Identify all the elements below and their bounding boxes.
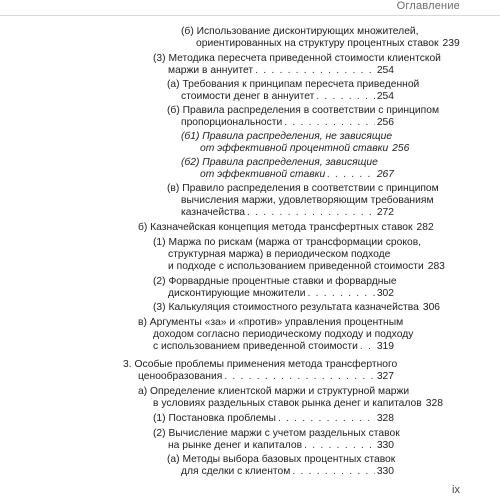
toc-line: (3) Методика пересчета приведенной стоимости клиентской [153, 53, 441, 64]
toc-page-number: 239 [442, 38, 460, 49]
toc-page-number: 256 [392, 143, 410, 154]
toc-line: структурная маржа) в периодическом подходе [168, 249, 391, 260]
toc-entry [181, 91, 394, 103]
toc-line: (б1) Правила распределения, не зависящие [181, 131, 393, 142]
toc-entry-text: (1) Постановка проблемы [153, 413, 276, 424]
toc-line: (б2) Правила распределения, зависящие [181, 157, 378, 168]
toc-entry-text: для сделки с клиентом [181, 466, 291, 477]
toc-leader-dots [255, 65, 375, 77]
toc-entry [196, 38, 460, 50]
toc-entry [153, 398, 443, 410]
toc-page-number: 302 [376, 288, 394, 299]
toc-leader-dots [360, 341, 375, 353]
toc-entry-text: ценообразования [138, 371, 223, 382]
toc-line: (б) Использование дисконтирующих множителей, [181, 26, 419, 37]
toc-page-number: 330 [376, 466, 394, 477]
toc-leader-dots [304, 440, 375, 452]
toc-line: (2) Вычисление маржи с учетом раздельных ставок [153, 428, 400, 439]
toc-leader-dots [316, 91, 375, 103]
toc-entry [181, 207, 394, 219]
toc-leader-dots [278, 413, 375, 425]
toc-line: 3. Особые проблемы применения метода трансфертного [123, 359, 398, 370]
toc-leader-dots [284, 117, 375, 129]
toc-page-number: 319 [376, 341, 394, 352]
toc-entry [138, 371, 394, 383]
toc-entry-text: в условиях раздельных ставок рынка денег и капиталов [153, 398, 422, 409]
toc-entry-text: на рынке денег и капиталов [168, 440, 303, 451]
toc-page-number: 306 [422, 302, 441, 313]
toc-page-number: 272 [376, 207, 394, 218]
toc-line: (2) Форвардные процентные ставки и форвардные [153, 276, 397, 287]
toc-page-number: 330 [376, 440, 394, 451]
toc-leader-dots [292, 466, 374, 478]
toc-page-number: 256 [376, 117, 394, 128]
toc-entry [153, 341, 394, 353]
toc-entry [168, 440, 394, 452]
toc-entry [181, 117, 394, 129]
toc-entry [153, 302, 441, 314]
toc-line: (1) Маржа по рискам (маржа от трансформации сроков, [153, 237, 422, 248]
toc-entry [168, 288, 394, 300]
toc-entry-text: ориентированных на структуру процентных ставок [196, 38, 439, 49]
toc-leader-dots [327, 169, 375, 181]
toc-entry-text: и подходе с использованием приведенной стоимости [168, 261, 424, 272]
toc-entry [200, 169, 394, 181]
toc-entry-text: с использованием приведенной стоимости [153, 341, 358, 352]
toc-line: а) Определение клиентской маржи и структурной маржи [138, 386, 410, 397]
toc-entry [168, 261, 445, 273]
toc-page-number: 327 [376, 371, 394, 382]
toc-entry [138, 222, 434, 234]
toc-page-number: 267 [376, 169, 394, 180]
page-number: ix [452, 484, 460, 496]
toc-line: вычисления маржи, удовлетворяющим требованиям [181, 195, 434, 206]
toc-line: (а) Методы выбора базовых процентных ставок [167, 454, 396, 465]
toc-page-number: 282 [416, 222, 434, 233]
toc-entry-text: (3) Калькуляция стоимостного результата казначейства [153, 302, 419, 313]
toc-line: (а) Требования к принципам пересчета приведенной [167, 79, 420, 90]
running-header-title: Оглавление [396, 0, 460, 12]
toc-entry [153, 413, 394, 425]
toc-line: доходом согласно периодическому подходу и подходу [153, 329, 414, 340]
toc-entry-text: от эффективной процентной ставки [200, 143, 389, 154]
toc-entry-text: б) Казначейская концепция метода трансфертных ставок [138, 222, 413, 233]
toc-page-number: 328 [376, 413, 394, 424]
toc-leader-dots [224, 371, 375, 383]
toc-entry [168, 65, 394, 77]
toc-line: в) Аргументы «за» и «против» управления процентным [138, 317, 404, 328]
toc-entry [181, 466, 394, 478]
toc-page-number: 254 [376, 65, 394, 76]
toc-page-number: 328 [425, 398, 443, 409]
toc-page-number: 283 [427, 261, 445, 272]
toc-entry-text: от эффективной ставки [200, 169, 326, 180]
toc-entry-text: казначейства [181, 207, 246, 218]
toc-entry-text: маржи в аннуитет [168, 65, 254, 76]
toc-entry-text: дисконтирующие множители [168, 288, 306, 299]
toc-leader-dots [247, 207, 375, 219]
toc-page-number: 254 [376, 91, 394, 102]
toc-entry [200, 143, 410, 155]
toc-line: (в) Правило распределения в соответствии с принципом [167, 183, 439, 194]
toc-line: (б) Правила распределения в соответствии с принципом [167, 105, 440, 116]
toc-entry-text: пропорциональности [181, 117, 283, 128]
toc-entry-text: стоимости денег в аннуитет [181, 91, 315, 102]
toc-leader-dots [307, 288, 374, 300]
